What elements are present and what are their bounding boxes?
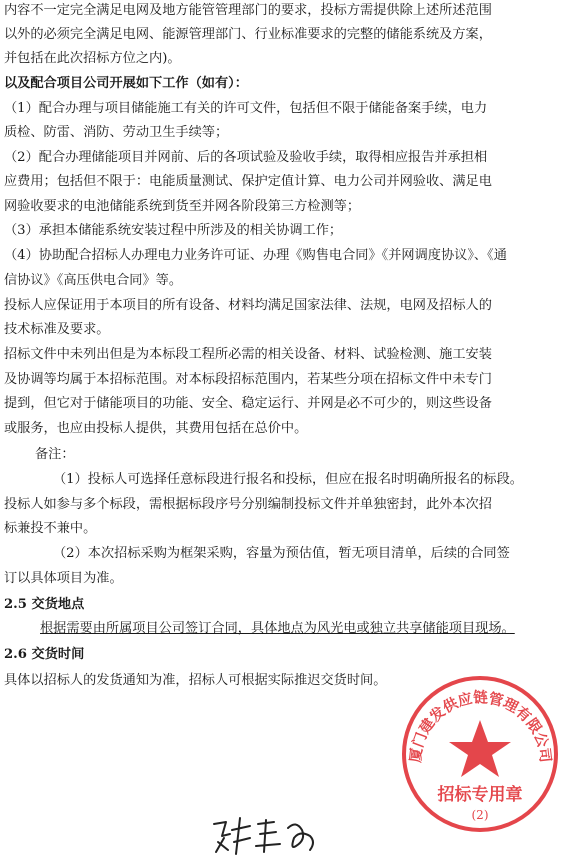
paragraph-line: 及协调等均属于本招标范围。对本标段招标范围内，若某些分项在招标文件中未专门 (4, 372, 492, 387)
list-item-2-cont: 应费用；包括但不限于：电能质量测试、保护定值计算、电力公司并网验收、满足电 (4, 174, 492, 189)
note-item-1-cont: 标兼投不兼中。 (4, 521, 97, 536)
seal-company-name: 厦门建发供应链管理有限公司 (407, 689, 554, 764)
paragraph-line: 以外的必须完全满足电网、能源管理部门、行业标准要求的完整的储能系统及方案， (4, 27, 492, 42)
list-item-2: （2）配合办理储能项目并网前、后的各项试验及验收手续，取得相应报告并承担相 (4, 150, 488, 165)
handwritten-signature (210, 812, 320, 857)
paragraph-line: 或服务，也应由投标人提供，其费用包括在总价中。 (4, 421, 308, 436)
list-item-2-cont: 网验收要求的电池储能系统到货至并网各阶段第三方检测等； (4, 199, 361, 214)
company-seal (398, 672, 563, 837)
paragraph-line: 招标文件中未列出但是为本标段工程所必需的相关设备、材料、试验检测、施工安装 (4, 347, 492, 362)
list-item-1: （1）配合办理与项目储能施工有关的许可文件，包括但不限于储能备案手续，电力 (4, 101, 488, 116)
note-item-1: （1）投标人可选择任意标段进行报名和投标，但应在报名时明确所报名的标段。 (53, 472, 523, 487)
section-2-5-heading: 2.5 交货地点 (4, 597, 85, 612)
list-item-3: （3）承担本储能系统安装过程中所涉及的相关协调工作； (4, 223, 343, 238)
paragraph-line: 并包括在此次招标方位之内)。 (4, 51, 181, 66)
note-item-2: （2）本次招标采购为框架采购，容量为预估值，暂无项目清单，后续的合同签 (53, 546, 510, 561)
seal-purpose: 招标专用章 (437, 785, 523, 805)
seal-number: (2) (471, 808, 489, 822)
note-item-1-cont: 投标人如参与多个标段，需根据标段序号分别编制投标文件并单独密封，此外本次招 (4, 497, 492, 512)
list-item-4-cont: 信协议》《高压供电合同》等。 (4, 273, 183, 288)
paragraph-line: 内容不一定完全满足电网及地方能管管理部门的要求，投标方需提供除上述所述范围 (4, 3, 492, 18)
notes-heading: 备注： (35, 447, 75, 462)
delivery-time-text: 具体以招标人的发货通知为准，招标人可根据实际推迟交货时间。 (4, 673, 387, 688)
list-item-1-cont: 质检、防雷、消防、劳动卫生手续等； (4, 125, 229, 140)
delivery-location-text: 根据需要由所属项目公司签订合同，具体地点为风光电或独立共享储能项目现场。 (40, 621, 515, 636)
star-icon (449, 720, 511, 777)
note-item-2-cont: 订以具体项目为准。 (4, 571, 123, 586)
section-heading: 以及配合项目公司开展如下工作（如有）： (4, 76, 248, 91)
paragraph-line: 技术标准及要求。 (4, 322, 110, 337)
list-item-4: （4）协助配合招标人办理电力业务许可证、办理《购售电合同》《并网调度协议》、《通 (4, 248, 507, 263)
paragraph-line: 投标人应保证用于本项目的所有设备、材料均满足国家法律、法规，电网及招标人的 (4, 298, 492, 313)
section-2-6-heading: 2.6 交货时间 (4, 647, 85, 662)
paragraph-line: 提到，但它对于储能项目的功能、安全、稳定运行、并网是必不可少的，则这些设备 (4, 396, 492, 411)
